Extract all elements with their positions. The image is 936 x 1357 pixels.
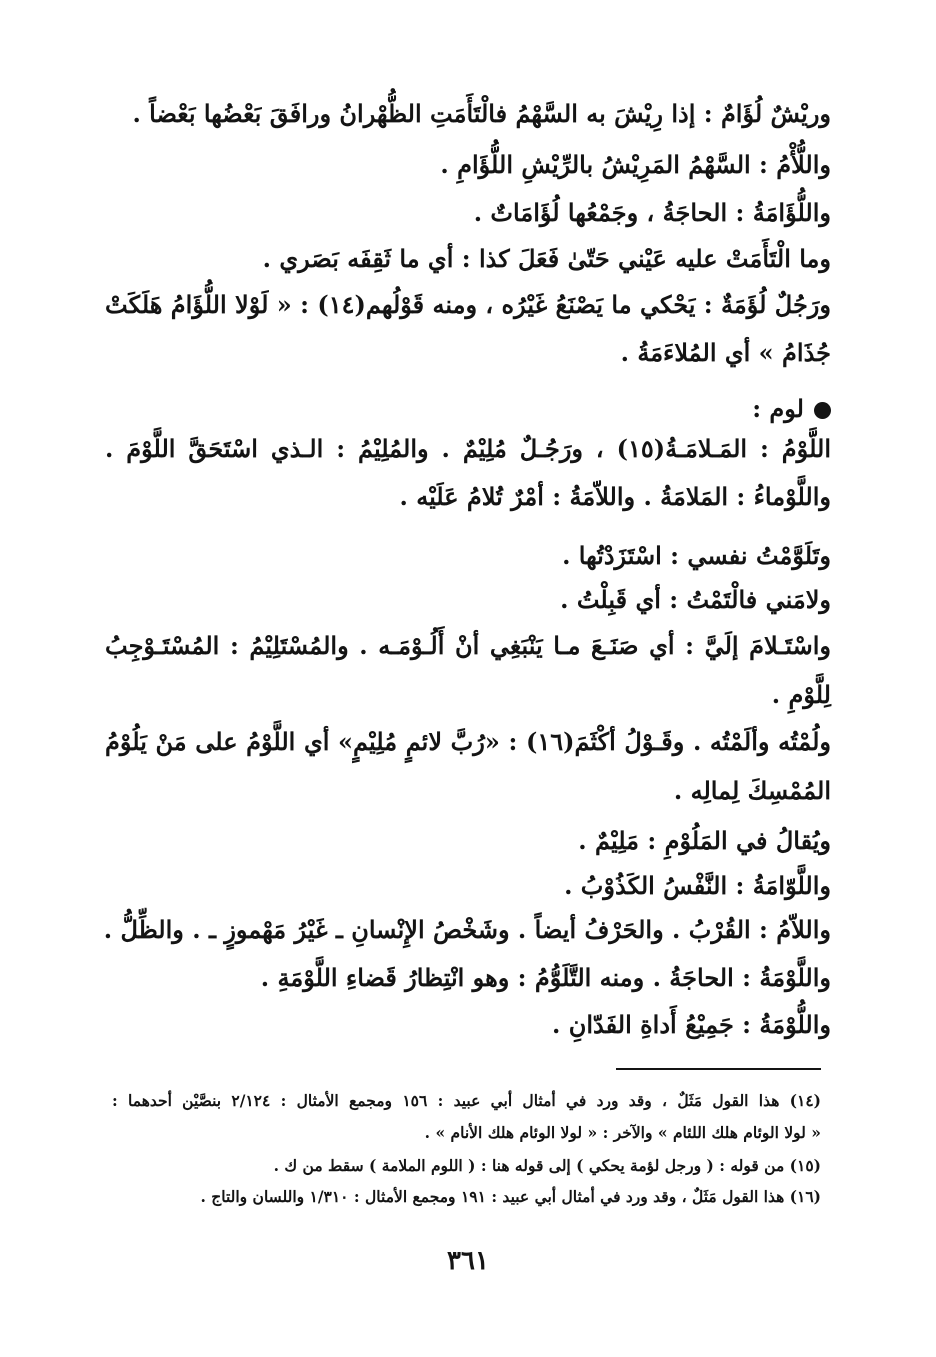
entry-line: واللُّأْمُ : السَّهْمُ المَرِيْشُ بالرِّيْشِ اللُّؤَامِ . [440,150,831,179]
heading-text: لوم : [752,394,804,423]
page-number: ٣٦١ [447,1246,489,1276]
entry-line: واللَّوْمَةُ : الحاجَةُ . ومنه التَّلَوُّمُ : وهو انْتِظارُ قَضاءِ اللَّوْمَةِ . [260,963,831,992]
entry-line: المُمْسِكَ لِمالِه . [673,776,831,805]
bullet-icon [814,402,831,419]
section-heading [752,392,831,426]
footnote-divider [616,1068,821,1070]
entry-line: ورَجُلٌ لُؤَمَةٌ : يَحْكي ما يَصْنَعُ غَيْرُه ، ومنه قَوْلُهم(١٤) : « لَوْلا اللُّؤَامُ هَلَكَتْ [105,290,831,319]
entry-line: واللُّوْمَةُ : جَمِيْعُ أَداةِ الفَدّانِ . [552,1010,831,1039]
entry-line: ولُمْتُه وألَمْتُه . وقَـوْلُ أكْثَمَ(١٦) : «رُبَّ لائمٍ مُلِيْمٍ» أي اللَّوْمُ على مَنْ يَلُوْمُ [105,727,831,756]
entry-line: وتَلَوَّمْتُ نفسي : اسْتَزَدْتُها . [562,541,831,570]
entry-line: واللَّوْماءُ : المَلامَةُ . واللاّمَةُ : أمْرٌ تُلامُ عَلَيْه . [399,482,831,511]
footnote-line: (١٥) من قوله : ( ورجل لؤمة يحكي ) إلى قوله هنا : ( اللوم الملامة ) سقط من ك . [273,1156,821,1175]
entry-line: لِلَّوْمِ . [771,680,831,709]
entry-line: ويُقالُ في المَلُوْمِ : مَلِيْمٌ . [578,826,831,855]
footnote-line: (١٦) هذا القول مَثَلٌ ، وقد ورد في أمثال أبي عبيد : ١٩١ ومجمع الأمثال : ١/٣١٠ واللسان والتاج . [200,1187,821,1206]
entry-line: اللَّوْمُ : المَـلامَـةُ(١٥) ، ورَجُـلٌ مُلِيْمٌ . والمُلِيْمُ : الـذي اسْتَحَقَّ اللَّوْمَ . [105,434,831,463]
entry-line: جُذَامُ » أي المُلاءَمَةُ . [620,338,831,367]
entry-line: وما الْتَأَمَتْ عليه عَيْني حَتّىٰ فَعَلَ كذا : أي ما ثَقِفَه بَصَري . [262,244,831,273]
footnote-line: « لولا الوئام هلك اللئام » والآخر : « لولا الوئام هلك الأنام » . [424,1123,821,1142]
entry-line: واسْتَـلامَ إلَيَّ : أي صَنَـعَ مـا يَنْبَغِي أنْ أَلُـوْمَـه . والمُسْتَلِيْمُ : المُسْتَـوْجِبُ [105,631,831,660]
footnote-line: (١٤) هذا القول مَثَلٌ ، وقد ورد في أمثال أبي عبيد : ١٥٦ ومجمع الأمثال : ٢/١٢٤ بنصَّيْن أحدهما : [112,1091,822,1110]
entry-line: ولامَني فالْتَمْتُ : أي قَبِلْتُ . [560,585,831,614]
entry-line: وريْشٌ لُؤَامٌ : إذا رِيْشَ به السَّهْمُ فالْتَأَمَتِ الظُّهْرانُ ورافَقَ بَعْضُها بَعْضاً . [132,99,831,128]
entry-line: واللُّؤَامَةُ : الحاجَةُ ، وجَمْعُها لُؤَامَاتٌ . [473,198,831,227]
entry-line: واللاّمُ : القُرْبُ . والحَرْفُ أيضاً . وشَخْصُ الإِنْسانِ ـ غَيْرُ مَهْموزٍ ـ . والظِّلُّ . [103,915,831,944]
entry-line: واللَّوّامَةُ : النَّفْسُ الكَذُوْبُ . [564,871,831,900]
